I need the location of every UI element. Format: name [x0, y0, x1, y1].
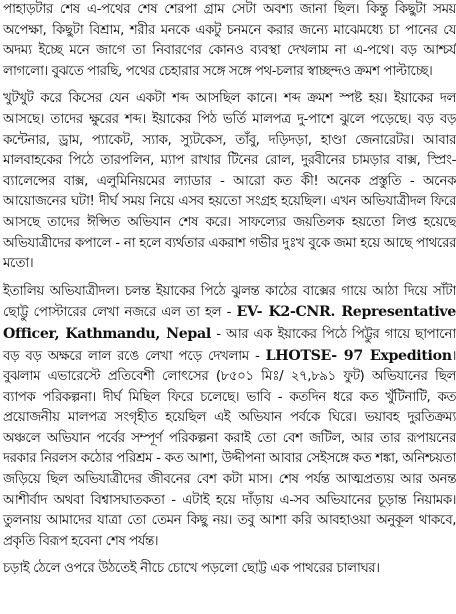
poster-text-ev-k2-cnr: EV- K2-CNR. Representative Officer, Kathmandu, Nepal	[3, 304, 456, 342]
paragraph-3	[3, 282, 456, 553]
paragraph-4: চড়াই ঠেলে ওপরে উঠতেই নীচে চোখে পড়লো ছোট্ট এক পাথরের চালাঘর।	[3, 561, 380, 577]
paragraph-3-intro: ইতালিয় অভিযাত্রীদল। চলন্ত ইয়াকের পিঠে ঝুলন্ত কাঠের বাক্সের গায়ে আঠা দিয়ে সাঁটা ছোট্টু পোস্টারের লেখা নজরে এল তা হল -	[3, 283, 456, 321]
poster-text-lhotse-97: LHOTSE- 97 Expedition	[265, 347, 452, 364]
paragraph-3-middle: - আর এক ইয়াকের পিঠে পিট্টুর গায়ে ছাপানো বড় বড় অক্ষরে লাল রঙে লেখা পড়ে দেখলাম -	[3, 326, 456, 364]
paragraph-2: খুটখুট করে কিসের যেন একটা শব্দ আসছিল কানে। শব্দ ক্রমশ স্পষ্ট হয়। ইয়াকের দল আসছে। তাদের ক্ষুরের শব্দ। ইয়াকের পিঠ ভর্তি মালপত্র দু-পাশে ঝুলে পড়েছে। বড় বড় কন্টেনার, ড্রাম, প্যাকেট, স্যাক, স্যুটকেস, তাঁবু, দড়িদড়া, হাণ্ডা জেনারেটর। আবার মালবাহকের পিঠে তারপলিন, ম্যাপ রাখার টিনের রোল, দুরবীনের চামড়ার বাক্স, স্প্রিং-ব্যালেন্সের বাক্স, এলুমিনিয়মের ল্যাডার - আরো কত কী! অনেক প্রস্তুতি - অনেক আয়োজনের ঘটা! দীর্ঘ সময় নিয়ে এসব হয়তো সংগ্রহ হয়েছিল। এখন অভিযাত্রীদল ফিরে আসছে তাদের ঈপ্সিত অভিযান শেষ করে। সাফল্যের জয়তিলক হয়তো লিপ্ত হয়েছে অভিযাত্রীদের কপালে - না হলে ব্যর্থতার একরাশ গভীর দুঃখ বুকে জমা হয়ে আছে পাথরের মতো।	[3, 91, 456, 272]
paragraph-3-outro: । বুঝলাম এভারেস্টে প্রতিবেশী লোৎসের (৮৫০১ মিঃ/ ২৭,৮৯১ ফুট) অভিযানের ছিল ব্যাপক পরিকল্পনা। দীর্ঘ মিছিল ফিরে চলেছে। ভাবি - কতদিন ধরে কত খুঁটিনাটি, কত প্রয়োজনীয় মালপত্র সংগৃহীত হয়েছিল এই অভিযান পর্বকে ঘিরে। ভয়াবহ দুরতিক্রম্য অঞ্চলে অভিযান পর্বের সম্পূর্ণ পরিকল্পনা করাই তো বেশ জটিল, আর তার রূপায়নের দরকার নিরলস কঠোর পরিশ্রম - কত আশা, উদ্দীপনা আবার সেইসঙ্গে কত শঙ্কা, অনিশ্চয়তা জড়িয়ে ছিল অভিযাত্রীদের জীবনের বেশ কটা মাস। শেষ পর্যন্ত আত্মপ্রত্যয় আর অনন্ত আশীর্বাদ অথবা বিশ্বাসঘাতকতা - এটাই হয়ে দাঁড়ায় এ-সব অভিযানের চূড়ান্ত নিয়ামক। তুলনায় আমাদের যাত্রা তো তেমন কিছু নয়। তবু আশা করি আবহাওয়া অনুকূল থাকবে, প্রকৃতি বিরূপ হবেনা শেষ পর্যন্ত।	[3, 348, 456, 549]
paragraph-1: পাহাড়টার শেষ এ-পথের শেষ শেরপা গ্রাম সেটা অবশ্য জানা ছিল। কিন্তু কিছুটা সময় অপেক্ষা, কিছুটা বিশ্রাম, শরীর মনকে একটু চনমনে করার জন্যে মাঝেমধ্যে চা পানের যে অদম্য ইচ্ছে মনে জাগে তা নিবারণের কোনও ব্যবস্থা দেখলাম না এ-পথে। বড় আশ্চর্য লাগলো। বুঝতে পারছি, পথের চেহারার সঙ্গে সঙ্গে পথ-চলার স্বাচ্ছন্দও ক্রমশ পাল্টাচ্ছে।	[3, 2, 456, 79]
